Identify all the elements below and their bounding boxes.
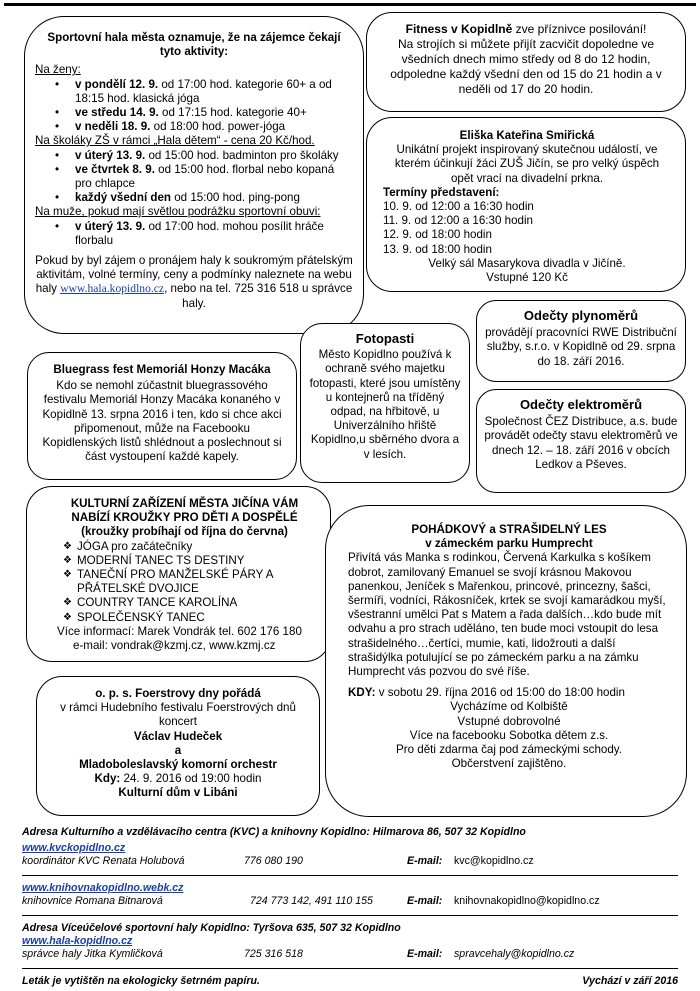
traps-text: Město Kopidlno používá k ochraně svého majetku fotopasti, které jsou umístěny u kontejnerů na tříděný odpad, na hřbitově, u Univerzálního hřiště Kopidlno,u sběrného dvora a v lesích.	[309, 348, 461, 461]
kultura-email[interactable]: e-mail: vondrak@kzmj.cz, www.kzmj.cz	[73, 639, 276, 653]
fitness-title-line: Fitness v Kopidlně zve příznivce posilování!	[405, 22, 647, 36]
traps-title: Fotopasti	[355, 331, 415, 346]
lib-contact-row	[22, 895, 678, 908]
les-line: Vstupné dobrovolné	[457, 714, 561, 728]
hall-web-link[interactable]: www.hala.kopidlno.cz	[60, 282, 165, 296]
bluegrass-box	[27, 352, 297, 480]
men-item: • v úterý 13. 9. od 17:00 hod. mohou posílit hráče florbalu	[75, 220, 353, 248]
eliska-term: 12. 9. od 18:00 hodin	[383, 228, 492, 242]
foer-and: a	[174, 743, 182, 757]
les-line: Občerstvení zajištěno.	[451, 757, 567, 771]
les-title: POHÁDKOVÝ a STRAŠIDELNÝ LES	[411, 523, 607, 536]
eco-note: Leták je vytištěn na ekologicky šetrném papíru.	[22, 975, 260, 987]
kvc-web-row	[22, 842, 678, 855]
les-text: Přivítá vás Manka s rodinkou, Červená Karkulka s košíkem dobrot, zamilovaný Emanuel se svojí krásnou Makovou panenkou, Jeníček s Mařenkou, princové, princezny, šašci, šermíři, vodníci, Rákosníček, krtek se svojí kamarádkou myší, všestranní umělci Pat s Matem a řada dalších…kdo bude mít odvahu a pro strach uděláno, ten bude moci vstoupit do lesa strašidelného…čertíci, mumie, kati, lidožrouti a další strašidýlka potulující se po zámeckém parku a na zámku Humprecht vás pozvou do své říše.	[348, 551, 666, 679]
kultura-item: ❖ COUNTRY TANCE KAROLÍNA	[77, 596, 322, 610]
women-item: • ve středu 14. 9. od 17:15 hod. kategorie 40+	[75, 106, 353, 120]
kultura-box	[26, 486, 331, 662]
lib-email[interactable]: knihovnakopidlno@kopidlno.cz	[454, 895, 600, 907]
eliska-box	[366, 117, 686, 292]
women-list	[35, 78, 353, 135]
school-label: Na školáky ZŠ v rámci „Hala dětem“ - cena 20 Kč/hod.	[35, 134, 315, 148]
les-lines	[348, 700, 670, 771]
les-kdy: KDY: v sobotu 29. října 2016 od 15:00 do 18:00 hodin	[348, 686, 625, 700]
footer-divider	[22, 915, 678, 916]
hall-person: správce haly Jitka Kymličková	[22, 948, 163, 960]
fitness-title: Fitness v Kopidlně	[405, 22, 513, 36]
women-label: Na ženy:	[35, 63, 81, 77]
elec-title: Odečty elektroměrů	[519, 397, 643, 412]
eliska-price: Vstupné 120 Kč	[486, 271, 568, 285]
foer-kdy: Kdy: 24. 9. 2016 od 19:00 hodin	[94, 772, 262, 786]
sport-hall-box	[24, 16, 364, 334]
sport-hall-title: Sportovní hala města oznamuje, že na zájemce čekají tyto aktivity:	[47, 31, 341, 59]
school-list	[35, 149, 353, 206]
school-item: • každý všední den od 15:00 hod. ping-pong	[75, 191, 353, 205]
kvc-email-label: E-mail:	[407, 855, 443, 867]
eliska-term: 11. 9. od 12:00 a 16:30 hodin	[383, 214, 533, 228]
kultura-list	[47, 540, 322, 625]
top-rule	[4, 3, 696, 6]
kultura-item: ❖ TANEČNÍ PRO MANŽELSKÉ PÁRY A PŘÁTELSKÉ DVOJICE	[77, 568, 322, 596]
school-item: • v úterý 13. 9. od 15:00 hod. badminton pro školáky	[75, 149, 353, 163]
elec-text: Společnost ČEZ Distribuce, a.s. bude provádět odečty stavu elektroměrů ve dnech 12. – 18. září 2016 v obcích Ledkov a Pševes.	[484, 415, 678, 471]
hall-email[interactable]: spravcehaly@kopidlno.cz	[454, 948, 575, 960]
kvc-phone: 776 080 190	[244, 855, 303, 867]
eliska-term: 13. 9. od 18:00 hodin	[383, 242, 492, 256]
footer-divider	[22, 968, 678, 969]
lib-email-label: E-mail:	[407, 895, 443, 907]
lib-web-link[interactable]: www.knihovnakopidlno.webk.cz	[22, 882, 184, 894]
lib-web-row	[22, 882, 678, 895]
les-box	[325, 505, 687, 817]
kvc-email[interactable]: kvc@kopidlno.cz	[454, 855, 534, 867]
women-item: • v pondělí 12. 9. od 17:00 hod. kategorie 60+ a od 18:15 hod. klasická jóga	[75, 78, 353, 106]
hall-web-link-footer[interactable]: www.hala-kopidlno.cz	[22, 935, 133, 947]
issue-note: Vychází v září 2016	[582, 975, 678, 987]
gas-text: provádějí pracovníci RWE Distribuční služby, s.r.o. v Kopidlně od 29. srpna do 18. září 2016.	[485, 326, 677, 368]
kvc-contact-row	[22, 855, 678, 868]
men-list	[35, 220, 353, 248]
kultura-item: ❖ SPOLEČENSKÝ TANEC	[77, 611, 322, 625]
les-line: Více na facebooku Sobotka dětem z.s.	[409, 728, 609, 742]
eliska-term: 10. 9. od 12:00 a 16:30 hodin	[383, 200, 534, 214]
gas-box	[476, 300, 686, 382]
footer	[22, 826, 678, 988]
lib-person: knihovnice Romana Bitnarová	[22, 895, 163, 907]
rent-text: Pokud by byl zájem o pronájem haly k soukromým přátelským aktivitám, volné termíny, ceny a podmínky naleznete na webu haly www.hala.kopidlno.cz, nebo na tel. 725 316 518 u správce haly.	[35, 254, 353, 310]
hall-address: Adresa Víceúčelové sportovní haly Kopidlno: Tyršova 635, 507 32 Kopidlno	[22, 922, 401, 934]
women-item: • v neděli 18. 9. od 18:00 hod. power-jóga	[75, 120, 353, 134]
kvc-web-link[interactable]: www.kvckopidlno.cz	[22, 842, 126, 854]
hall-email-label: E-mail:	[407, 948, 443, 960]
eliska-place: Velký sál Masarykova divadla v Jičíně.	[428, 256, 626, 270]
footer-divider	[22, 875, 678, 876]
kvc-person: koordinátor KVC Renata Holubová	[22, 855, 185, 867]
foerster-box	[36, 676, 320, 816]
les-line: Vycházíme od Kolbiště	[450, 700, 568, 714]
hall-contact-row	[22, 948, 678, 961]
les-line: Pro děti zdarma čaj pod zámeckými schody.	[396, 743, 622, 757]
elec-box	[476, 389, 686, 493]
hall-web-row	[22, 935, 678, 948]
bluegrass-title: Bluegrass fest Memoriál Honzy Macáka	[53, 363, 271, 376]
eliska-terms-label: Termíny představení:	[383, 185, 500, 199]
eliska-title: Eliška Kateřina Smiřická	[459, 129, 595, 142]
kvc-address: Adresa Kulturního a vzdělávacího centra (KVC) a knihovny Kopidlno: Hilmarova 86, 507 32 Kopidlno	[22, 826, 526, 838]
lib-phone: 724 773 142, 491 110 155	[250, 895, 373, 907]
eliska-text: Unikátní projekt inspirovaný skutečnou událostí, ve kterém účinkují žáci ZUŠ Jičín, se pro velký úspěch opět vrací na divadelní prkna.	[394, 143, 660, 185]
hall-phone: 725 316 518	[244, 948, 303, 960]
eliska-terms	[383, 200, 671, 257]
kultura-item: ❖ MODERNÍ TANEC TS DESTINY	[77, 554, 322, 568]
school-item: • ve čtvrtek 8. 9. od 15:00 hod. florbal nebo kopaná pro chlapce	[75, 163, 353, 191]
kultura-title: KULTURNÍ ZAŘÍZENÍ MĚSTA JIČÍNA VÁM NABÍZÍ KROUŽKY PRO DĚTI A DOSPĚLÉ	[70, 497, 299, 525]
bluegrass-text: Kdo se nemohl zúčastnit bluegrassového festivalu Memoriál Honzy Macáka konaného v Kopidlně 13. srpna 2016 i ten, kdo si chce akci připomenout, může na Facebooku Kopidlenských listů shlédnout a poslechnout si část vystoupení každé kapely.	[42, 379, 282, 464]
fitness-text: Na strojích si můžete přijít zacvičit dopoledne ve všedních dnech mimo středy od 8 do 12 hodin, odpoledne každý všední den od 15 do 21 hodin a v neděli od 17 do 20 hodin.	[390, 37, 662, 96]
foer-title: o. p. s. Foerstrovy dny pořádá	[95, 687, 261, 700]
gas-title: Odečty plynoměrů	[523, 308, 639, 323]
les-subtitle: v zámeckém parku Humprecht	[425, 537, 593, 551]
kultura-subtitle: (kroužky probíhají od října do června)	[81, 525, 288, 539]
foer-orchestra: Mladoboleslavský komorní orchestr	[79, 758, 277, 772]
traps-box	[300, 323, 470, 483]
foer-place: Kulturní dům v Libáni	[118, 786, 238, 800]
kultura-item: ❖ JÓGA pro začátečníky	[77, 540, 322, 554]
foer-artist: Václav Hudeček	[133, 729, 223, 743]
foer-text: v rámci Hudebního festivalu Foerstrových dnů koncert	[60, 701, 296, 729]
men-label: Na muže, pokud mají světlou podrážku sportovní obuvi:	[35, 205, 321, 219]
fitness-box	[366, 12, 686, 112]
kultura-info: Více informací: Marek Vondrák tel. 602 176 180	[57, 624, 302, 638]
footer-bottom-row	[22, 975, 678, 988]
